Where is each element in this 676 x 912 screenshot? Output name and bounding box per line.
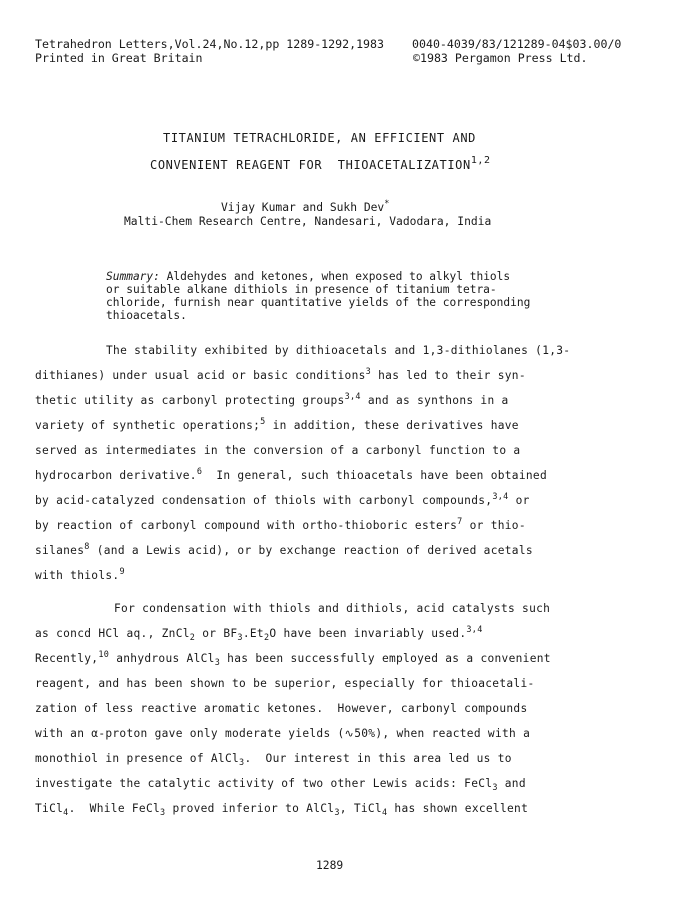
p1-line-6: hydrocarbon derivative.$^6$ In general, such thioacetals have been obtained <box>35 467 547 482</box>
p1-line-4: variety of synthetic operations;$^5$ in addition, these derivatives have <box>35 417 519 432</box>
article-code: 0040-4039/83/121289-04$03.00/0 <box>412 37 622 51</box>
p2-line-2: as concd HCl aq., ZnCl$_2$ or $BF_3.Et_2O$ have been invariably used.$^{3,4}$ <box>35 625 483 643</box>
p1-line-9: silanes$^8$ (and a Lewis acid), or by exchange reaction of derived acetals <box>35 542 533 557</box>
p2-line-1: For condensation with thiols and dithiols, acid catalysts such <box>114 602 551 615</box>
p2-line-7: monothiol in presence of AlCl$_3$. Our interest in this area led us to <box>35 752 512 768</box>
p1-line-5: served as intermediates in the conversion of a carbonyl function to a <box>35 444 521 457</box>
title-line-2: CONVENIENT REAGENT FOR THIOACETALIZATION$^{1,2}$ <box>150 155 491 172</box>
p1-line-8: by reaction of carbonyl compound with ortho-thioboric esters$^7$ or thio- <box>35 517 526 532</box>
summary-line-4: thioacetals. <box>106 309 187 322</box>
copyright: ©1983 Pergamon Press Ltd. <box>413 51 588 65</box>
p1-line-10: with thiols.$^9$ <box>35 567 125 582</box>
p2-line-3: Recently,$^{10}$ anhydrous AlCl$_3$ has been successfully employed as a convenient <box>35 650 551 668</box>
p2-line-8: investigate the catalytic activity of two other Lewis acids: FeCl$_3$ and <box>35 777 526 793</box>
p2-line-5: zation of less reactive aromatic ketones. However, carbonyl compounds <box>35 702 528 715</box>
title-line-1: TITANIUM TETRACHLORIDE, AN EFFICIENT AND <box>163 131 476 145</box>
page-number: 1289 <box>316 859 344 872</box>
p1-line-2: dithianes) under usual acid or basic conditions$^3$ has led to their syn- <box>35 367 526 382</box>
p1-line-7: by acid-catalyzed condensation of thiols with carbonyl compounds,$^{3,4}$ or <box>35 492 530 507</box>
corresponding-author-mark: * <box>384 199 390 209</box>
affiliation: Malti-Chem Research Centre, Nandesari, Vadodara, India <box>124 215 492 228</box>
title-footnote-ref: 1,2 <box>470 155 491 166</box>
summary-label: Summary: <box>106 270 160 283</box>
p2-line-6: with an α-proton gave only moderate yields (∿50%), when reacted with a <box>35 727 531 740</box>
p1-line-1: The stability exhibited by dithioacetals and 1,3-dithiolanes (1,3- <box>106 344 571 357</box>
journal-citation: Tetrahedron Letters,Vol.24,No.12,pp 1289-1292,1983 <box>35 37 385 51</box>
summary-line-1: Summary: Aldehydes and ketones, when exposed to alkyl thiols <box>106 270 511 283</box>
p2-line-4: reagent, and has been shown to be superior, especially for thioacetali- <box>35 677 535 690</box>
authors: Vijay Kumar and Sukh Dev* <box>221 199 390 214</box>
printed-in: Printed in Great Britain <box>35 51 203 65</box>
p2-line-9: TiCl$_4$. While FeCl$_3$ proved inferior to AlCl$_3$, TiCl$_4$ has shown excellent <box>35 802 529 818</box>
p1-line-3: thetic utility as carbonyl protecting groups$^{3,4}$ and as synthons in a <box>35 392 509 407</box>
summary-line-3: chloride, furnish near quantitative yields of the corresponding <box>106 296 531 309</box>
summary-line-2: or suitable alkane dithiols in presence of titanium tetra- <box>106 283 497 296</box>
